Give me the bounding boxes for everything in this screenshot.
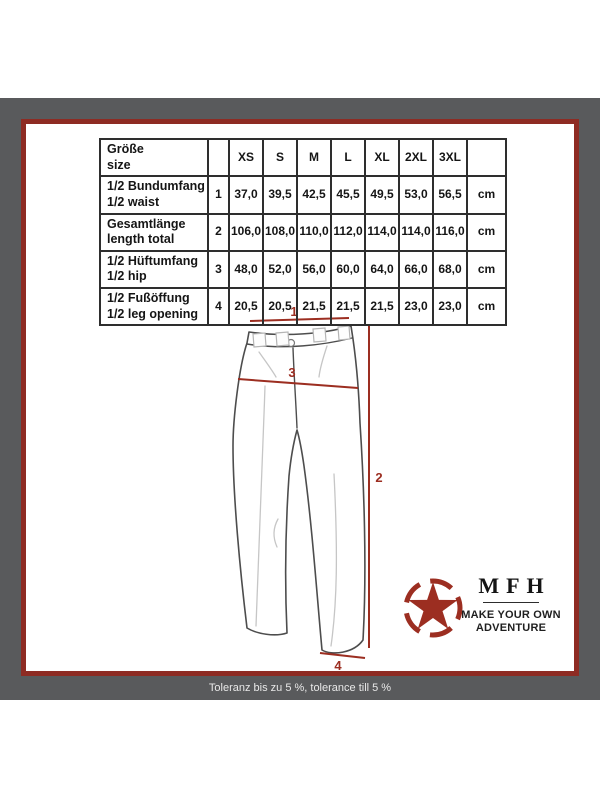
- gray-matte-panel: [0, 98, 600, 700]
- size-value-cell: 37,0: [229, 176, 263, 213]
- header-size-cell: L: [331, 139, 365, 176]
- header-size-cell: XL: [365, 139, 399, 176]
- measure-label-length: 2: [375, 470, 383, 485]
- size-value-cell: 53,0: [399, 176, 433, 213]
- content-area: [26, 124, 574, 671]
- size-value-cell: 49,5: [365, 176, 399, 213]
- row-index-cell: 2: [208, 214, 229, 251]
- size-value-cell: 64,0: [365, 251, 399, 288]
- size-value-cell: 60,0: [331, 251, 365, 288]
- brand-tagline-line2: ADVENTURE: [475, 622, 547, 634]
- size-value-cell: 39,5: [263, 176, 297, 213]
- unit-cell: cm: [467, 176, 506, 213]
- size-value-cell: 48,0: [229, 251, 263, 288]
- measure-label-leg-opening: 4: [334, 658, 342, 671]
- size-value-cell: 114,0: [365, 214, 399, 251]
- header-size-cell: S: [263, 139, 297, 176]
- table-row: [100, 288, 506, 325]
- size-table: [99, 138, 507, 326]
- row-index-cell: 1: [208, 176, 229, 213]
- size-value-cell: 56,5: [433, 176, 467, 213]
- size-value-cell: 106,0: [229, 214, 263, 251]
- header-size-cell: 2XL: [399, 139, 433, 176]
- size-value-cell: 42,5: [297, 176, 331, 213]
- row-label-cell: 1/2 Bundumfang 1/2 waist: [100, 176, 208, 213]
- size-value-cell: 68,0: [433, 251, 467, 288]
- table-row: [100, 214, 506, 251]
- header-size-cell: XS: [229, 139, 263, 176]
- size-value-cell: 112,0: [331, 214, 365, 251]
- size-value-cell: 20,5: [263, 288, 297, 325]
- table-row: [100, 251, 506, 288]
- header-unit-cell: [467, 139, 506, 176]
- size-value-cell: 45,5: [331, 176, 365, 213]
- unit-cell: cm: [467, 214, 506, 251]
- brand-name: MFH: [478, 573, 551, 598]
- size-value-cell: 21,5: [365, 288, 399, 325]
- size-value-cell: 23,0: [399, 288, 433, 325]
- table-header-row: [100, 139, 506, 176]
- size-value-cell: 21,5: [331, 288, 365, 325]
- size-value-cell: 116,0: [433, 214, 467, 251]
- size-value-cell: 56,0: [297, 251, 331, 288]
- header-size-cell: M: [297, 139, 331, 176]
- size-value-cell: 66,0: [399, 251, 433, 288]
- tolerance-note: Toleranz bis zu 5 %, tolerance till 5 %: [208, 682, 392, 694]
- row-index-cell: 4: [208, 288, 229, 325]
- row-index-cell: 3: [208, 251, 229, 288]
- measure-label-waist: 1: [290, 304, 298, 319]
- unit-cell: cm: [467, 288, 506, 325]
- red-border-frame: [21, 119, 579, 676]
- brand-tagline-line1: MAKE YOUR OWN: [461, 609, 561, 621]
- size-value-cell: 52,0: [263, 251, 297, 288]
- size-value-cell: 110,0: [297, 214, 331, 251]
- row-label-cell: 1/2 Fußöffung 1/2 leg opening: [100, 288, 208, 325]
- measure-line-leg-opening: [320, 653, 365, 658]
- mfh-star-icon: [400, 575, 466, 641]
- table-row: [100, 176, 506, 213]
- size-value-cell: 21,5: [297, 288, 331, 325]
- row-label-cell: Gesamtlänge length total: [100, 214, 208, 251]
- logo-divider: [483, 602, 539, 603]
- pants-outline: [233, 326, 365, 653]
- header-index-cell: [208, 139, 229, 176]
- brand-logo: [458, 574, 564, 635]
- unit-cell: cm: [467, 251, 506, 288]
- header-size-label-cell: Größe size: [100, 139, 208, 176]
- size-value-cell: 108,0: [263, 214, 297, 251]
- measure-label-hip: 3: [288, 365, 296, 380]
- size-value-cell: 23,0: [433, 288, 467, 325]
- size-value-cell: 114,0: [399, 214, 433, 251]
- row-label-cell: 1/2 Hüftumfang 1/2 hip: [100, 251, 208, 288]
- header-size-cell: 3XL: [433, 139, 467, 176]
- size-value-cell: 20,5: [229, 288, 263, 325]
